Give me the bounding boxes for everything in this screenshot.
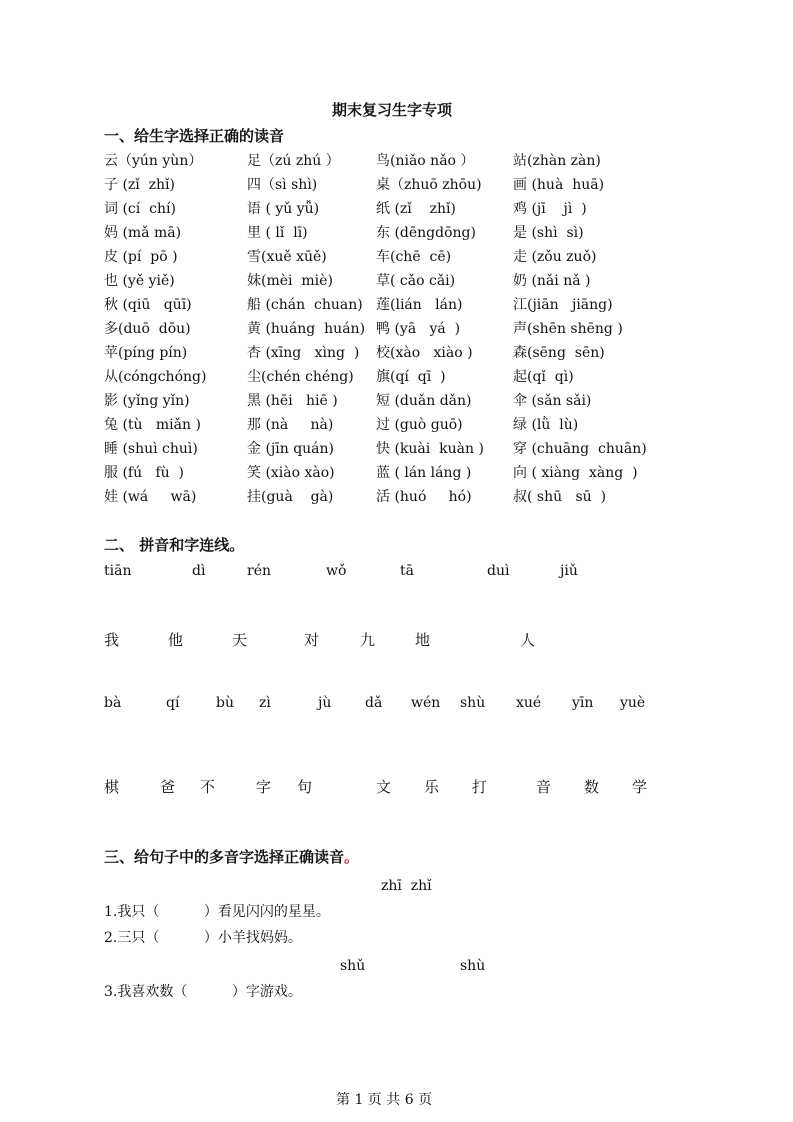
character-reading-item: 走 (zǒu zuǒ) bbox=[513, 249, 597, 265]
pinyin-item: wén bbox=[411, 695, 441, 711]
character-reading-item: 也 (yě yiě) bbox=[104, 273, 175, 289]
pinyin-item: duì bbox=[487, 563, 510, 579]
section1-row bbox=[0, 175, 793, 195]
character-reading-item: 四（sì shì) bbox=[247, 177, 318, 193]
pinyin-item: zì bbox=[259, 695, 271, 711]
section2-heading: 二、 拼音和字连线。 bbox=[104, 536, 245, 554]
character-reading-item: 娃 (wá wā) bbox=[104, 489, 197, 505]
pinyin-item: bù bbox=[216, 695, 234, 711]
pinyin-item: yuè bbox=[620, 695, 646, 711]
section3-heading-dot: 。 bbox=[344, 848, 360, 866]
character-reading-item: 旗(qí qī ) bbox=[376, 369, 446, 385]
pinyin-item: shù bbox=[460, 695, 486, 711]
section1-row bbox=[0, 223, 793, 243]
character-item: 他 bbox=[168, 631, 184, 649]
section1-heading: 一、给生字选择正确的读音 bbox=[104, 127, 285, 145]
character-item: 爸 bbox=[160, 778, 176, 796]
character-reading-item: 校(xào xiào ) bbox=[376, 345, 473, 361]
character-reading-item: 语 ( yǔ yǚ) bbox=[247, 201, 320, 217]
section1-row bbox=[0, 271, 793, 291]
section1-row bbox=[0, 415, 793, 435]
character-reading-item: 船 (chán chuan) bbox=[247, 297, 363, 313]
pinyin-item: dǎ bbox=[365, 695, 383, 711]
page-title: 期末复习生字专项 bbox=[332, 101, 453, 119]
character-reading-item: 草( cǎo cǎi) bbox=[376, 273, 456, 289]
section1-row bbox=[0, 319, 793, 339]
character-reading-item: 云（yún yùn） bbox=[104, 153, 203, 169]
character-reading-item: 鸭 (yā yá ) bbox=[376, 321, 461, 337]
character-reading-item: 站(zhàn zàn) bbox=[513, 153, 601, 169]
pinyin-item: wǒ bbox=[326, 563, 347, 579]
character-item: 不 bbox=[200, 778, 216, 796]
character-reading-item: 里 ( lǐ lī) bbox=[247, 225, 308, 241]
character-reading-item: 起(qǐ qì) bbox=[513, 369, 574, 385]
character-reading-item: 笑 (xiào xào) bbox=[247, 465, 335, 481]
character-reading-item: 兔 (tù miǎn ) bbox=[104, 417, 201, 433]
pinyin-item: yīn bbox=[572, 695, 594, 711]
character-reading-item: 睡 (shuì chuì) bbox=[104, 441, 198, 457]
section1-row bbox=[0, 463, 793, 483]
character-reading-item: 皮 (pí pō ) bbox=[104, 249, 178, 265]
pinyin-item: dì bbox=[192, 563, 206, 579]
sentence-1: 1.我只（ ）看见闪闪的星星。 bbox=[104, 904, 330, 920]
character-item: 句 bbox=[297, 778, 313, 796]
character-reading-item: 东 (dēngdōng) bbox=[376, 225, 476, 241]
character-reading-item: 雪(xuě xūě) bbox=[247, 249, 327, 265]
character-reading-item: 妹(mèi miè) bbox=[247, 273, 333, 289]
character-reading-item: 黑 (hēi hiē ) bbox=[247, 393, 338, 409]
character-reading-item: 过 (guò guō) bbox=[376, 417, 463, 433]
character-reading-item: 子 (zǐ zhǐ) bbox=[104, 177, 175, 193]
section1-row bbox=[0, 343, 793, 363]
section1-row bbox=[0, 487, 793, 507]
character-reading-item: 叔( shū sū ) bbox=[513, 489, 607, 505]
character-item: 对 bbox=[304, 631, 320, 649]
character-item: 地 bbox=[415, 631, 431, 649]
character-item: 数 bbox=[584, 778, 600, 796]
section3-heading bbox=[104, 850, 359, 865]
pinyin-item: jù bbox=[318, 695, 332, 711]
pinyin-item: tā bbox=[400, 563, 414, 579]
character-reading-item: 画 (huà huā) bbox=[513, 177, 605, 193]
character-reading-item: 是 (shì sì) bbox=[513, 225, 584, 241]
character-reading-item: 绿 (lǜ lù) bbox=[513, 417, 579, 433]
section3-heading-text: 三、给句子中的多音字选择正确读音 bbox=[104, 848, 345, 866]
character-reading-item: 影 (yǐng yǐn) bbox=[104, 393, 190, 409]
character-reading-item: 活 (huó hó) bbox=[376, 489, 472, 505]
character-item: 九 bbox=[360, 631, 376, 649]
character-reading-item: 纸 (zǐ zhǐ) bbox=[376, 201, 456, 217]
character-reading-item: 莲(lián lán) bbox=[376, 297, 463, 313]
section1-row bbox=[0, 367, 793, 387]
character-item: 字 bbox=[256, 778, 272, 796]
pinyin-item: rén bbox=[247, 563, 271, 579]
character-reading-item: 穿 (chuāng chuān) bbox=[513, 441, 647, 457]
character-item: 天 bbox=[232, 631, 248, 649]
section1-row bbox=[0, 199, 793, 219]
pinyin-item: tiān bbox=[104, 563, 132, 579]
character-item: 打 bbox=[472, 778, 488, 796]
character-reading-item: 声(shēn shēng ) bbox=[513, 321, 623, 337]
pinyin-item: bà bbox=[104, 695, 122, 711]
character-reading-item: 伞 (sǎn sǎi) bbox=[513, 393, 592, 409]
character-reading-item: 鸡 (jī jì ) bbox=[513, 201, 587, 217]
character-reading-item: 服 (fú fù ) bbox=[104, 465, 185, 481]
page-footer: 第 1 页 共 6 页 bbox=[336, 1092, 433, 1108]
pinyin-hint-1: zhī zhǐ bbox=[381, 878, 432, 894]
section1-row bbox=[0, 295, 793, 315]
pinyin-item: xué bbox=[516, 695, 542, 711]
character-item: 乐 bbox=[424, 778, 440, 796]
character-reading-item: 苹(píng pín) bbox=[104, 345, 188, 361]
character-reading-item: 挂(guà gà) bbox=[247, 489, 334, 505]
character-item: 音 bbox=[536, 778, 552, 796]
character-item: 学 bbox=[632, 778, 648, 796]
character-reading-item: 桌（zhuō zhōu) bbox=[376, 177, 482, 193]
section1-row bbox=[0, 391, 793, 411]
character-item: 文 bbox=[376, 778, 392, 796]
pinyin-item: jiǔ bbox=[560, 563, 578, 579]
pinyin-hint-2b: shù bbox=[460, 958, 486, 974]
sentence-2: 2.三只（ ）小羊找妈妈。 bbox=[104, 930, 302, 946]
character-reading-item: 江(jiān jiāng) bbox=[513, 297, 613, 313]
character-reading-item: 森(sēng sēn) bbox=[513, 345, 605, 361]
character-reading-item: 快 (kuài kuàn ) bbox=[376, 441, 484, 457]
section1-row bbox=[0, 247, 793, 267]
pinyin-item: qí bbox=[166, 695, 180, 711]
character-reading-item: 多(duō dōu) bbox=[104, 321, 191, 337]
sentence-3: 3.我喜欢数（ ）字游戏。 bbox=[104, 984, 302, 1000]
section1-row bbox=[0, 439, 793, 459]
character-reading-item: 奶 (nǎi nǎ ) bbox=[513, 273, 591, 289]
character-reading-item: 鸟(niǎo nǎo ） bbox=[376, 153, 475, 169]
character-reading-item: 黄 (huáng huán) bbox=[247, 321, 366, 337]
character-reading-item: 妈 (mǎ mā) bbox=[104, 225, 182, 241]
character-reading-item: 那 (nà nà) bbox=[247, 417, 334, 433]
character-reading-item: 词 (cí chí) bbox=[104, 201, 176, 217]
character-item: 棋 bbox=[104, 778, 120, 796]
character-reading-item: 蓝 ( lán láng ) bbox=[376, 465, 472, 481]
character-reading-item: 车(chē cē) bbox=[376, 249, 452, 265]
character-item: 我 bbox=[104, 631, 120, 649]
character-reading-item: 短 (duǎn dǎn) bbox=[376, 393, 472, 409]
character-item: 人 bbox=[520, 631, 536, 649]
character-reading-item: 尘(chén chéng) bbox=[247, 369, 354, 385]
character-reading-item: 秋 (qiū qūī) bbox=[104, 297, 192, 313]
section1-row bbox=[0, 151, 793, 171]
pinyin-hint-2a: shǔ bbox=[340, 958, 366, 974]
character-reading-item: 杏 (xīng xìng ) bbox=[247, 345, 360, 361]
character-reading-item: 从(cóngchóng) bbox=[104, 369, 207, 385]
character-reading-item: 足（zú zhú ） bbox=[247, 153, 340, 169]
character-reading-item: 金 (jīn quán) bbox=[247, 441, 335, 457]
character-reading-item: 向 ( xiàng xàng ) bbox=[513, 465, 638, 481]
